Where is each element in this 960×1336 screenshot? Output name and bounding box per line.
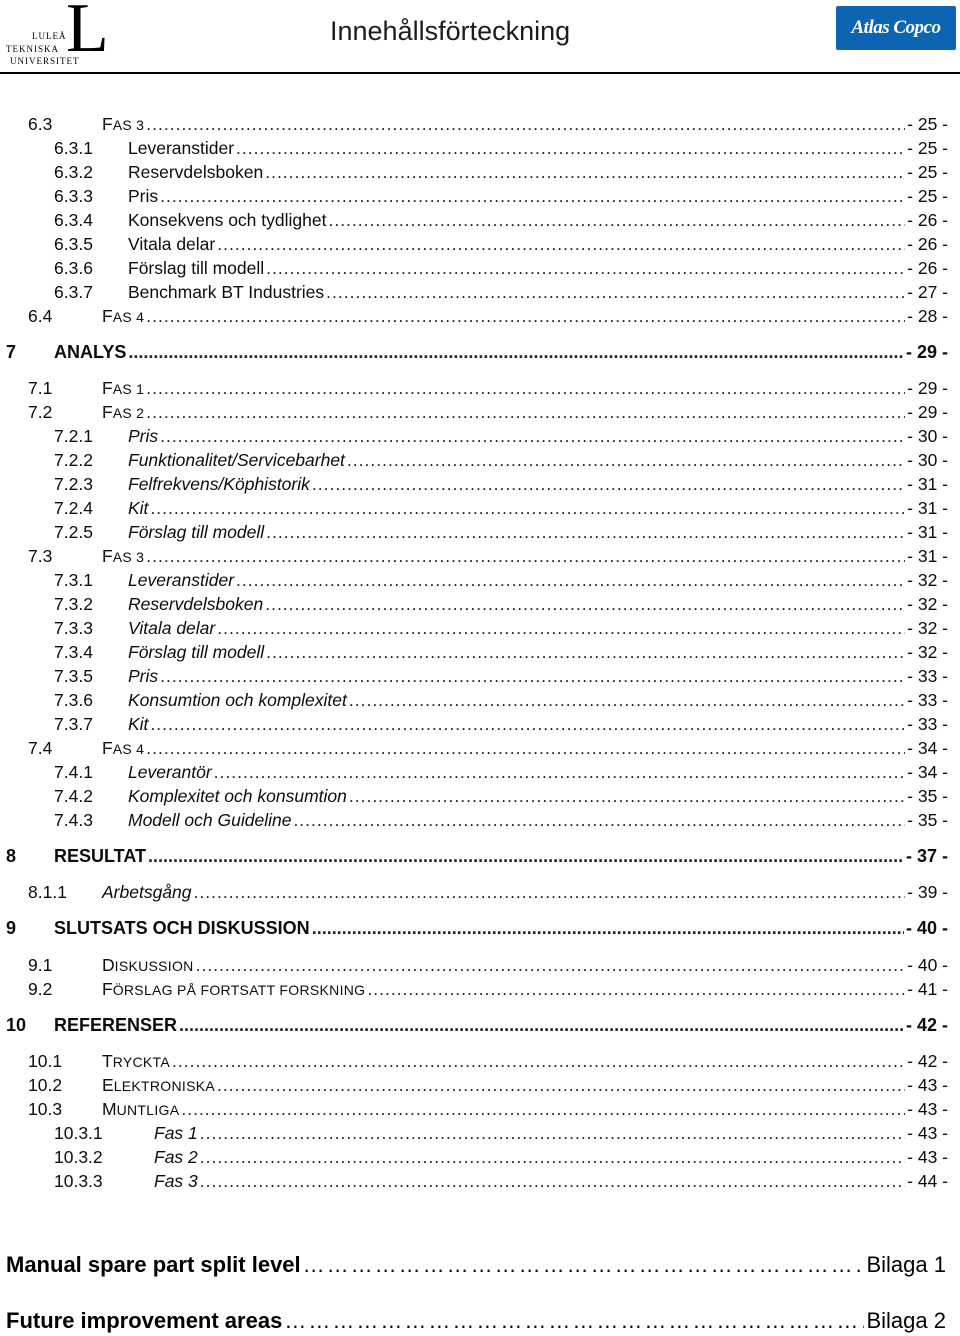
toc-entry-number: 7 [6, 342, 17, 362]
toc-entry[interactable] [54, 593, 948, 615]
header-divider [0, 72, 960, 74]
toc-entry-number: 7.4.2 [54, 786, 93, 806]
toc-entry-number: 7.2.2 [54, 450, 93, 470]
appendix-entry[interactable] [6, 1306, 946, 1336]
toc-entry[interactable] [54, 209, 948, 231]
toc-entry-page: - 35 - [907, 786, 948, 806]
toc-entry-number: 9.1 [28, 955, 53, 975]
toc-entry[interactable] [6, 1014, 948, 1036]
toc-entry-title-initial: F [102, 114, 113, 134]
toc-entry-title: Arbetsgång [102, 882, 192, 902]
toc-entry-title: Leverantör [128, 762, 212, 782]
toc-entry[interactable] [54, 1170, 948, 1192]
toc-entry-number: 8.1.1 [28, 882, 67, 902]
toc-entry[interactable] [28, 881, 948, 903]
toc-entry-page: - 30 - [907, 426, 948, 446]
toc-entry-number: 10.3.1 [54, 1123, 103, 1143]
toc-dot-leader [328, 209, 905, 231]
toc-dot-leader [196, 954, 906, 976]
toc-entry-title-smallcaps: AS 3 [112, 117, 145, 133]
toc-entry[interactable] [54, 1122, 948, 1144]
toc-entry-number: 7.2 [28, 402, 53, 422]
toc-entry-title [102, 377, 144, 400]
toc-entry-page: - 39 - [907, 882, 948, 902]
toc-entry-title-smallcaps: AS 2 [112, 405, 145, 421]
toc-entry-page: - 26 - [907, 210, 948, 230]
toc-entry[interactable] [28, 978, 948, 1000]
toc-entry-number: 7.3.6 [54, 690, 93, 710]
toc-entry-page: - 29 - [907, 402, 948, 422]
toc-entry-title-smallcaps: AS 3 [112, 549, 145, 565]
toc-dot-leader [266, 641, 905, 663]
toc-entry-page: - 29 - [907, 378, 948, 398]
toc-entry-title-smallcaps: AS 1 [112, 381, 145, 397]
toc-entry-title: REFERENSER [54, 1015, 178, 1035]
toc-entry[interactable] [28, 954, 948, 976]
toc-entry-page: - 25 - [907, 162, 948, 182]
ltu-logo-line3: UNIVERSITET [10, 56, 80, 66]
toc-entry-title: Vitala delar [128, 618, 216, 638]
toc-entry-title-initial: F [102, 402, 113, 422]
toc-entry-page: - 37 - [905, 846, 948, 866]
toc-dot-leader [200, 1170, 905, 1192]
toc-entry-title: Felfrekvens/Köphistorik [128, 474, 310, 494]
toc-entry-number: 7.3.4 [54, 642, 93, 662]
toc-entry-number: 7.3 [28, 546, 53, 566]
toc-entry-page: - 33 - [907, 666, 948, 686]
toc-entry-title-smallcaps: RYCKTA [112, 1054, 170, 1070]
toc-entry[interactable] [54, 425, 948, 447]
toc-entry-page: - 32 - [907, 642, 948, 662]
appendix-entry[interactable] [6, 1250, 946, 1280]
toc-entry-number: 7.1 [28, 378, 53, 398]
toc-entry-title-initial: F [102, 306, 113, 326]
toc-entry-number: 7.3.7 [54, 714, 93, 734]
toc-entry-number: 6.3.1 [54, 138, 93, 158]
toc-dot-leader [367, 978, 905, 1000]
toc-entry-page: - 40 - [907, 955, 948, 975]
toc-entry[interactable] [54, 665, 948, 687]
toc-entry-page: - 44 - [907, 1171, 948, 1191]
toc-entry-title: SLUTSATS OCH DISKUSSION [54, 918, 310, 938]
toc-entry[interactable] [28, 1050, 948, 1072]
toc-entry-title [102, 1050, 170, 1073]
toc-entry-title-smallcaps: AS 4 [112, 309, 145, 325]
toc-entry-number: 10.3 [28, 1099, 63, 1119]
toc-entry-title: Fas 3 [154, 1171, 198, 1191]
toc-entry-number: 6.3.2 [54, 162, 93, 182]
toc-entry-page: - 29 - [905, 342, 948, 362]
toc-entry-number: 7.2.5 [54, 522, 93, 542]
toc-entry-page: - 30 - [907, 450, 948, 470]
toc-entry[interactable] [54, 185, 948, 207]
toc-entry-title-initial: M [102, 1099, 117, 1119]
toc-entry[interactable] [54, 569, 948, 591]
toc-entry-title: ANALYS [54, 342, 127, 362]
toc-entry-title: Leveranstider [128, 138, 235, 158]
toc-dot-leader [217, 1074, 905, 1096]
toc-entry[interactable] [54, 473, 948, 495]
toc-entry[interactable] [54, 617, 948, 639]
toc-entry-number: 7.4.1 [54, 762, 93, 782]
toc-entry-title-initial: F [102, 546, 113, 566]
toc-entry-title-smallcaps: LEKTRONISKA [113, 1078, 216, 1094]
ltu-logo-line2: TEKNISKA [6, 44, 59, 54]
toc-dot-leader [146, 737, 905, 759]
toc-entry-page: - 43 - [907, 1147, 948, 1167]
toc-entry[interactable] [28, 305, 948, 327]
toc-entry-number: 10.2 [28, 1075, 63, 1095]
toc-entry-page: - 31 - [907, 498, 948, 518]
toc-dot-leader [236, 137, 905, 159]
toc-dot-leader [312, 917, 904, 939]
toc-entry-number: 6.3.5 [54, 234, 93, 254]
toc-entry[interactable] [54, 713, 948, 735]
toc-entry-title: Förslag till modell [128, 258, 265, 278]
toc-entry[interactable] [54, 281, 948, 303]
toc-entry-title [102, 737, 144, 760]
toc-dot-leader [265, 161, 905, 183]
toc-entry-number: 9 [6, 918, 17, 938]
toc-entry-page: - 32 - [907, 570, 948, 590]
toc-entry-title-initial: D [102, 955, 115, 975]
toc-entry[interactable] [54, 521, 948, 543]
toc-entry-title: Reservdelsboken [128, 594, 264, 614]
toc-entry[interactable] [54, 137, 948, 159]
toc-entry[interactable] [54, 257, 948, 279]
toc-dot-leader [349, 785, 905, 807]
toc-entry-page: - 43 - [907, 1099, 948, 1119]
toc-entry-page: - 27 - [907, 282, 948, 302]
toc-entry-title: Modell och Guideline [128, 810, 292, 830]
toc-entry-number: 6.3.7 [54, 282, 93, 302]
toc-entry-title: Fas 2 [154, 1147, 198, 1167]
toc-entry-number: 6.3.4 [54, 210, 93, 230]
toc-entry-page: - 33 - [907, 690, 948, 710]
page-header [0, 0, 960, 75]
toc-dot-leader [266, 257, 905, 279]
toc-entry-page: - 40 - [905, 918, 948, 938]
toc-entry-title: Konsekvens och tydlighet [128, 210, 327, 230]
toc-dot-leader [172, 1050, 905, 1072]
toc-entry-title: RESULTAT [54, 846, 146, 866]
toc-dot-leader [128, 341, 904, 363]
toc-entry-title: Komplexitet och konsumtion [128, 786, 347, 806]
toc-entry[interactable] [54, 761, 948, 783]
toc-entry[interactable] [28, 1074, 948, 1096]
toc-entry-page: - 25 - [907, 114, 948, 134]
toc-entry-title-initial: F [102, 979, 113, 999]
toc-entry[interactable] [6, 341, 948, 363]
toc-dot-leader [217, 233, 905, 255]
toc-entry-page: - 41 - [907, 979, 948, 999]
toc-dot-leader [160, 425, 905, 447]
toc-dot-leader [293, 809, 905, 831]
toc-entry-page: - 31 - [907, 474, 948, 494]
toc-entry-title-smallcaps: ISKUSSION [114, 958, 194, 974]
toc-entry-page: - 26 - [907, 234, 948, 254]
toc-dot-leader [326, 281, 905, 303]
appendix-page: Bilaga 2 [866, 1308, 946, 1333]
toc-entry-number: 7.3.1 [54, 570, 93, 590]
appendix-title: Manual spare part split level [6, 1252, 301, 1277]
toc-entry-page: - 32 - [907, 594, 948, 614]
toc-entry-title: Förslag till modell [128, 522, 265, 542]
toc-entry-title-smallcaps: AS 4 [112, 741, 145, 757]
toc-entry[interactable] [28, 401, 948, 423]
toc-entry-title: Reservdelsboken [128, 162, 264, 182]
toc-entry[interactable] [54, 641, 948, 663]
toc-dot-leader [265, 593, 905, 615]
toc-entry-title [102, 954, 194, 977]
toc-entry[interactable] [54, 1146, 948, 1168]
toc-entry-title-smallcaps: ÖRSLAG PÅ FORTSATT FORSKNING [112, 982, 366, 998]
toc-entry-page: - 25 - [907, 186, 948, 206]
appendix-leader [303, 1250, 865, 1280]
toc-dot-leader [146, 401, 905, 423]
toc-entry-number: 6.3.3 [54, 186, 93, 206]
toc-entry[interactable] [54, 689, 948, 711]
toc-entry[interactable] [28, 377, 948, 399]
toc-entry-number: 6.3 [28, 114, 53, 134]
toc-entry-title: Konsumtion och komplexitet [128, 690, 347, 710]
toc-entry[interactable] [54, 233, 948, 255]
toc-entry-title: Pris [128, 666, 159, 686]
ltu-logo-line1: LULEÅ [32, 31, 67, 41]
toc-entry-title [102, 1074, 215, 1097]
toc-entry[interactable] [28, 545, 948, 567]
toc-dot-leader [236, 569, 905, 591]
toc-entry[interactable] [54, 809, 948, 831]
toc-entry-title [102, 545, 144, 568]
toc-entry-page: - 35 - [907, 810, 948, 830]
toc-entry-title [102, 978, 365, 1001]
toc-entry-page: - 42 - [907, 1051, 948, 1071]
toc-entry-number: 7.2.1 [54, 426, 93, 446]
toc-entry-page: - 34 - [907, 738, 948, 758]
toc-dot-leader [200, 1146, 905, 1168]
toc-dot-leader [347, 449, 905, 471]
toc-entry-page: - 31 - [907, 522, 948, 542]
toc-entry-number: 10 [6, 1015, 27, 1035]
toc-entry[interactable] [54, 449, 948, 471]
toc-dot-leader [179, 1014, 904, 1036]
toc-entry-page: - 25 - [907, 138, 948, 158]
toc-entry-number: 10.3.2 [54, 1147, 103, 1167]
toc-dot-leader [217, 617, 905, 639]
toc-entry-number: 7.2.4 [54, 498, 93, 518]
toc-entry[interactable] [28, 1098, 948, 1120]
toc-entry-title [102, 401, 144, 424]
toc-dot-leader [349, 689, 905, 711]
appendix-page: Bilaga 1 [866, 1252, 946, 1277]
toc-entry-page: - 26 - [907, 258, 948, 278]
toc-dot-leader [266, 521, 905, 543]
toc-entry-title-initial: T [102, 1051, 113, 1071]
toc-entry-page: - 32 - [907, 618, 948, 638]
toc-entry-title [102, 113, 144, 136]
toc-entry-number: 7.4 [28, 738, 53, 758]
toc-entry-number: 10.1 [28, 1051, 63, 1071]
toc-entry[interactable] [54, 785, 948, 807]
toc-entry[interactable] [54, 161, 948, 183]
toc-dot-leader [146, 113, 905, 135]
toc-entry-title: Funktionalitet/Servicebarhet [128, 450, 345, 470]
toc-dot-leader [160, 185, 905, 207]
toc-entry-page: - 43 - [907, 1075, 948, 1095]
toc-entry-number: 7.2.3 [54, 474, 93, 494]
appendix-title: Future improvement areas [6, 1308, 283, 1333]
atlas-copco-logo: Atlas Copco [836, 6, 956, 50]
page-title: Innehållsförteckning [330, 16, 571, 46]
toc-entry[interactable] [28, 113, 948, 135]
toc-entry-title: Leveranstider [128, 570, 235, 590]
toc-entry-title: Förslag till modell [128, 642, 265, 662]
toc-entry-number: 7.4.3 [54, 810, 93, 830]
toc-entry-number: 7.3.3 [54, 618, 93, 638]
toc-dot-leader [181, 1098, 905, 1120]
toc-entry-title-initial: E [102, 1075, 114, 1095]
toc-dot-leader [146, 305, 905, 327]
toc-entry-number: 8 [6, 846, 17, 866]
toc-dot-leader [214, 761, 905, 783]
appendix-leader [284, 1306, 864, 1336]
toc-dot-leader [148, 845, 904, 867]
toc-entry-title: Vitala delar [128, 234, 216, 254]
toc-dot-leader [146, 377, 905, 399]
toc-dot-leader [312, 473, 905, 495]
toc-entry[interactable] [54, 497, 948, 519]
toc-dot-leader [200, 1122, 905, 1144]
toc-entry-page: - 33 - [907, 714, 948, 734]
toc-entry-number: 10.3.3 [54, 1171, 103, 1191]
toc-entry-title: Pris [128, 426, 159, 446]
toc-dot-leader [150, 713, 905, 735]
toc-dot-leader [160, 665, 905, 687]
ltu-logo [4, 2, 120, 68]
toc-entry[interactable] [6, 917, 948, 939]
toc-entry-title: Kit [128, 714, 149, 734]
toc-dot-leader [150, 497, 905, 519]
toc-entry-page: - 31 - [907, 546, 948, 566]
toc-entry-title-initial: F [102, 378, 113, 398]
toc-entry-title [102, 305, 144, 328]
toc-entry-title: Fas 1 [154, 1123, 198, 1143]
toc-entry-title-initial: F [102, 738, 113, 758]
toc-entry-page: - 42 - [905, 1015, 948, 1035]
toc-dot-leader [146, 545, 905, 567]
toc-entry-page: - 43 - [907, 1123, 948, 1143]
toc-dot-leader [194, 881, 906, 903]
toc-entry-title-smallcaps: UNTLIGA [116, 1102, 180, 1118]
toc-entry[interactable] [28, 737, 948, 759]
toc-entry-page: - 34 - [907, 762, 948, 782]
toc-entry-title: Kit [128, 498, 149, 518]
toc-entry[interactable] [6, 845, 948, 867]
ltu-logo-letter: L [66, 0, 109, 67]
toc-entry-title [102, 1098, 179, 1121]
toc-entry-number: 7.3.5 [54, 666, 93, 686]
toc-entry-page: - 28 - [907, 306, 948, 326]
toc-entry-title: Pris [128, 186, 159, 206]
toc-entry-number: 6.3.6 [54, 258, 93, 278]
toc-entry-number: 6.4 [28, 306, 53, 326]
toc-entry-number: 9.2 [28, 979, 53, 999]
toc-entry-title: Benchmark BT Industries [128, 282, 325, 302]
toc-entry-number: 7.3.2 [54, 594, 93, 614]
